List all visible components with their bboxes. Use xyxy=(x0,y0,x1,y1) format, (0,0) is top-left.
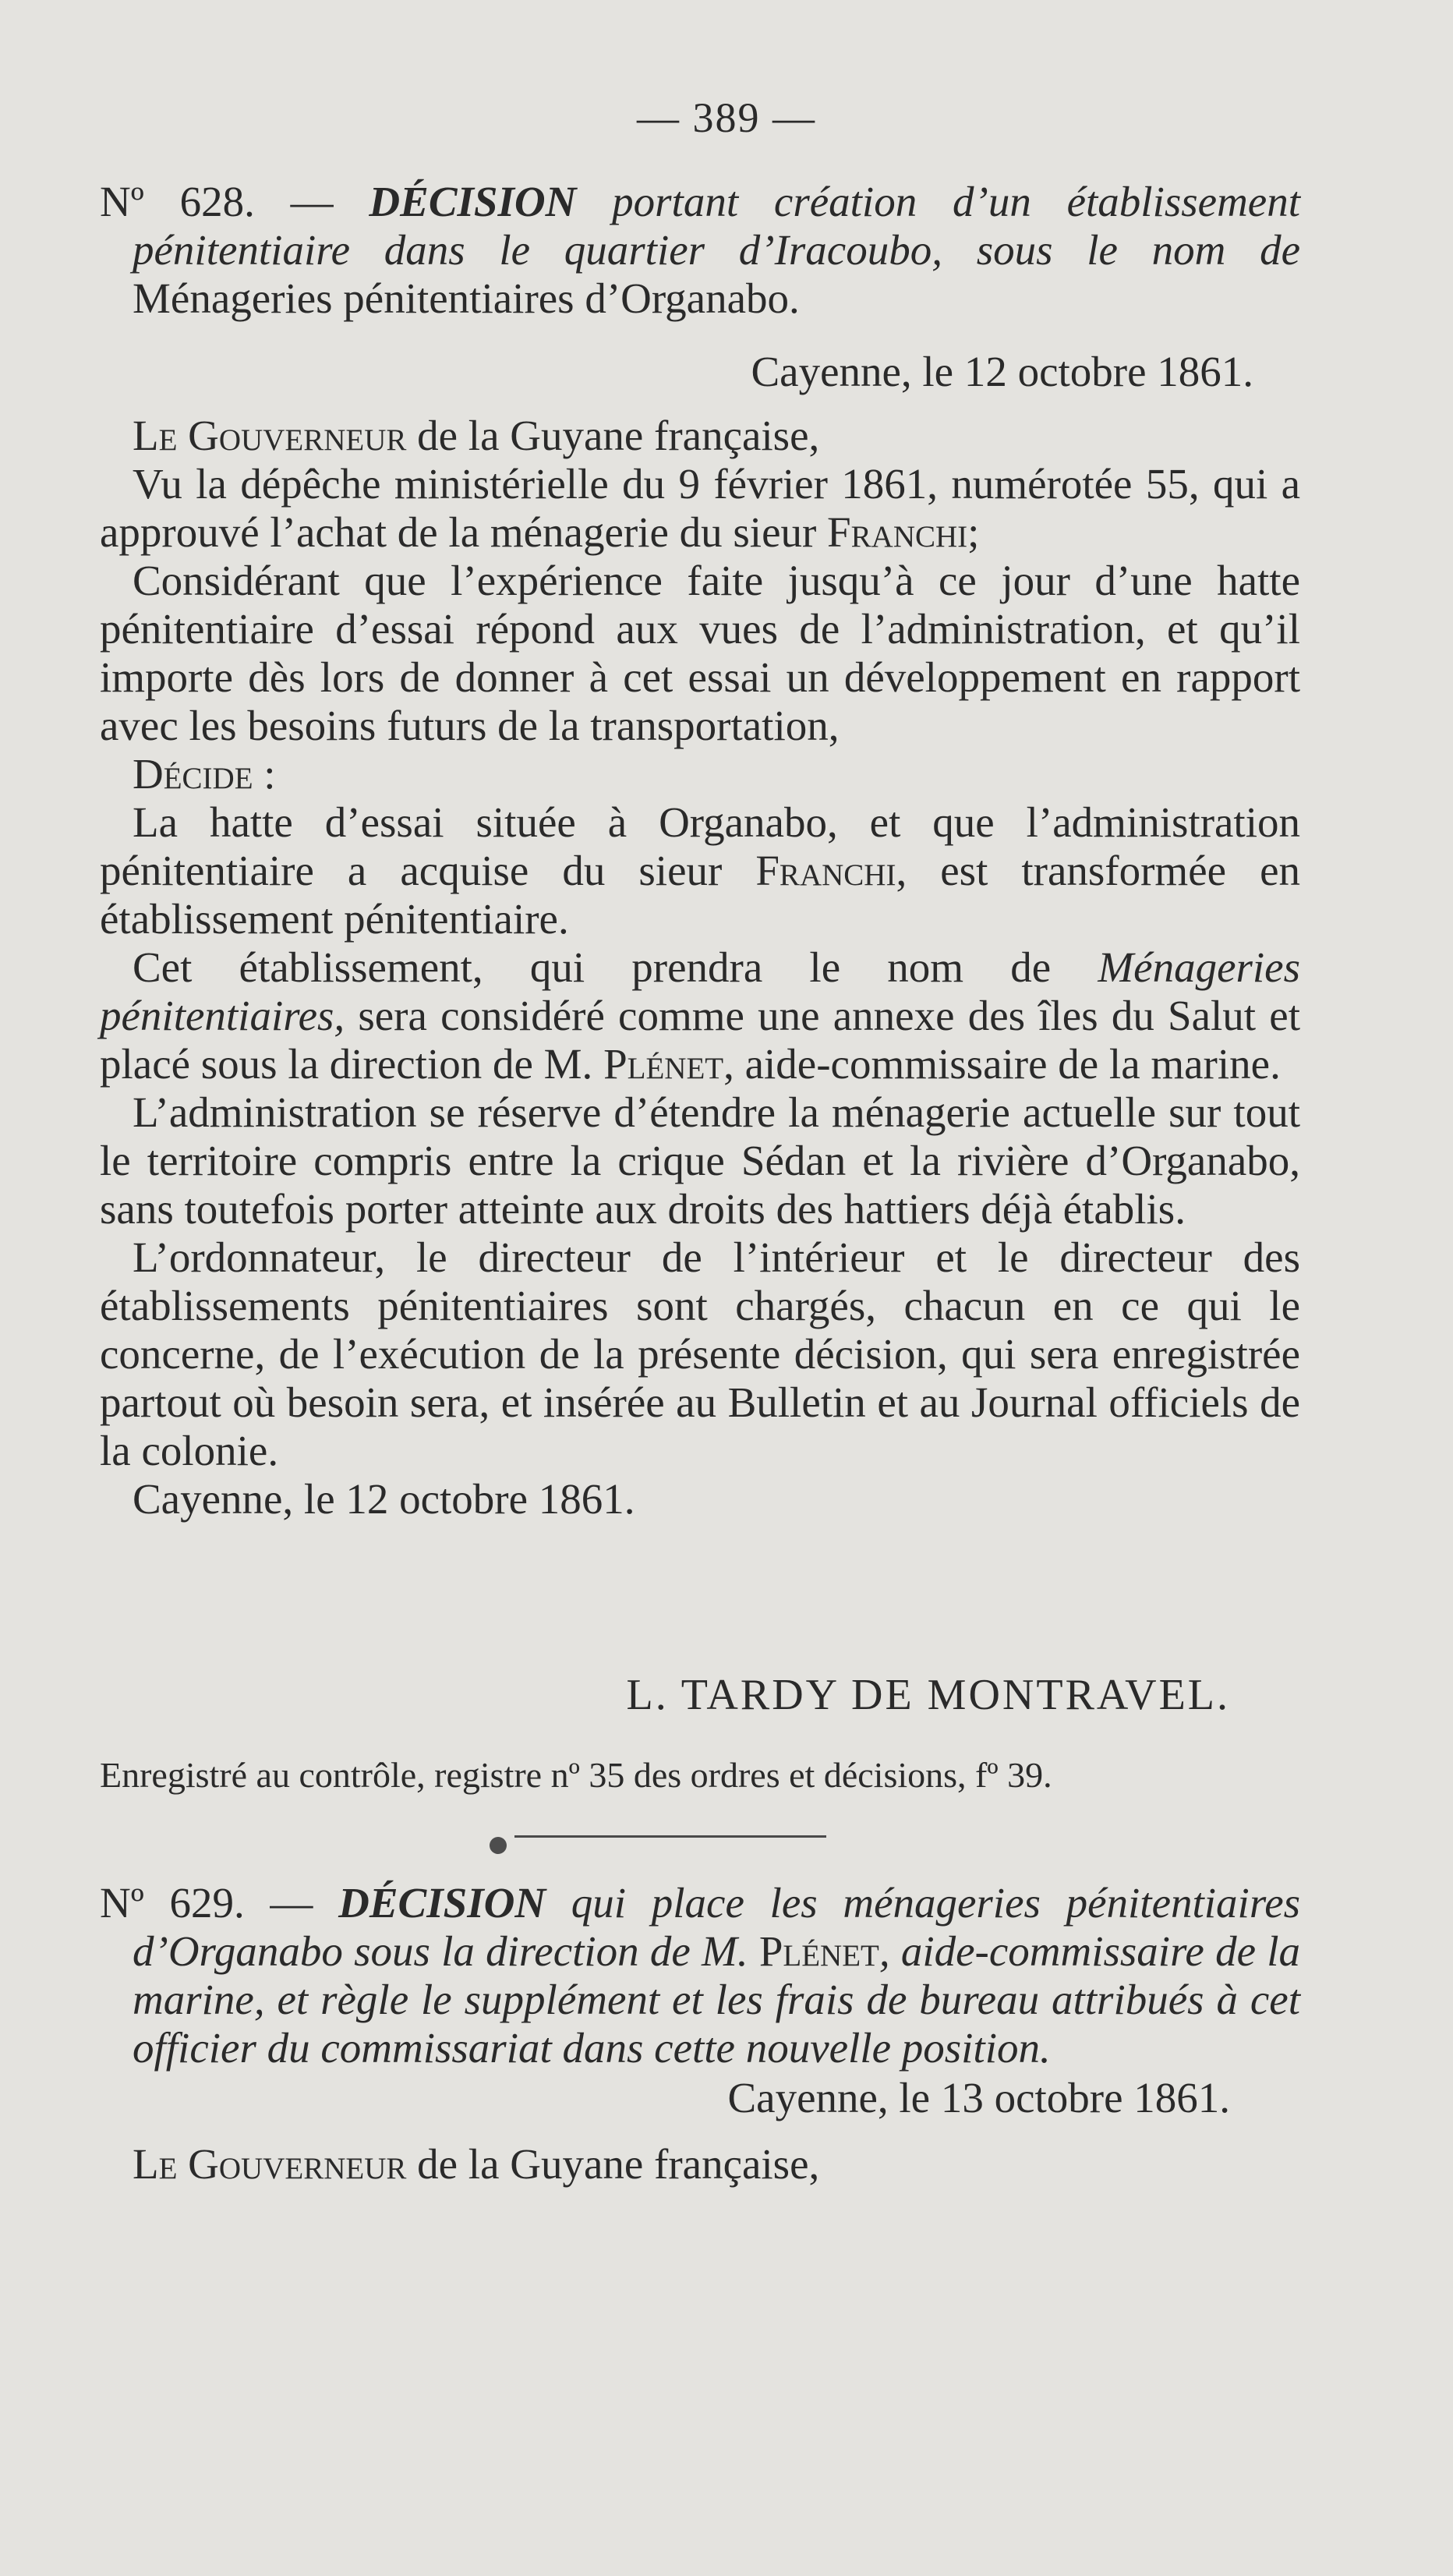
decision-628-heading: Nº 628. — DÉCISION portant création d’un établissement pénitentiaire dans le quartier d’Iracoubo, sous le nom de Ménageries pénitentiaires d’Organabo. xyxy=(100,178,1300,322)
article-paragraph-4: L’ordonnateur, le directeur de l’intérieur et le directeur des établissements pénitentiaires sont chargés, chacun en ce qui le concerne, de l’exécution de la présente décision, qui sera enregistrée partout où besoin sera, et insérée au Bulletin et au Journal officiels de la colonie. xyxy=(100,1233,1300,1474)
dateline: Cayenne, le 12 octobre 1861. xyxy=(751,348,1253,395)
article-paragraph-3: L’administration se réserve d’étendre la ménagerie actuelle sur tout le territoire compris entre la crique Sédan et la rivière d’Organabo, sans toutefois porter atteinte aux droits des hattiers déjà établis. xyxy=(100,1088,1300,1233)
signature: L. TARDY DE MONTRAVEL. xyxy=(626,1671,1230,1719)
registration-note: Enregistré au contrôle, registre nº 35 des ordres et décisions, fº 39. xyxy=(100,1755,1052,1795)
page-number: — 389 — xyxy=(637,94,816,141)
ink-mark xyxy=(490,1837,507,1854)
section-divider xyxy=(514,1835,826,1838)
considerant-paragraph: Considérant que l’expérience faite jusqu’à ce jour d’une hatte pénitentiaire d’essai répond aux vues de l’administration, et qu’il importe dès lors de donner à cet essai un développement en rapport avec les besoins futurs de la transportation, xyxy=(100,557,1300,749)
dateline-629: Cayenne, le 13 octobre 1861. xyxy=(727,2074,1230,2121)
decision-number: Nº 629. xyxy=(100,1879,245,1927)
decision-title: DÉCISION xyxy=(369,178,577,225)
decision-number: Nº 628. xyxy=(100,178,255,225)
closing-date: Cayenne, le 12 octobre 1861. xyxy=(133,1475,635,1523)
decision-629-heading: Nº 629. — DÉCISION qui place les ménageries pénitentiaires d’Organabo sous la direction de M. Plénet, aide-commissaire de la marine, et règle le supplément et les frais de bureau attribués à cet officier du commissariat dans cette nouvelle position. xyxy=(100,1879,1301,2072)
article-paragraph-1: La hatte d’essai située à Organabo, et que l’administration pénitentiaire a acquise du sieur Franchi, est transformée en établissement pénitentiaire. xyxy=(100,798,1300,943)
governor-line: Le Gouverneur de la Guyane française, xyxy=(133,412,820,459)
decision-628-body xyxy=(100,412,1300,1523)
article-paragraph-2: Cet établissement, qui prendra le nom de Ménageries pénitentiaires, sera considéré comme une annexe des îles du Salut et placé sous la direction de M. Plénet, aide-commissaire de la marine. xyxy=(100,943,1300,1088)
decide-line: Décide : xyxy=(133,750,276,798)
signature-block xyxy=(100,1670,1300,1720)
establishment-name: Ménageries pénitentiaires d’Organabo. xyxy=(133,274,800,322)
registration-block xyxy=(100,1754,1300,1796)
governor-line-629: Le Gouverneur de la Guyane française, xyxy=(133,2140,820,2188)
vu-paragraph: Vu la dépêche ministérielle du 9 février 1861, numérotée 55, qui a approuvé l’achat de la ménagerie du sieur Franchi; xyxy=(100,460,1300,556)
decision-title: DÉCISION xyxy=(338,1879,546,1927)
decision-subject: portant création d’un établissement pénitentiaire dans le quartier d’Iracoubo, sous le nom de xyxy=(133,178,1300,274)
